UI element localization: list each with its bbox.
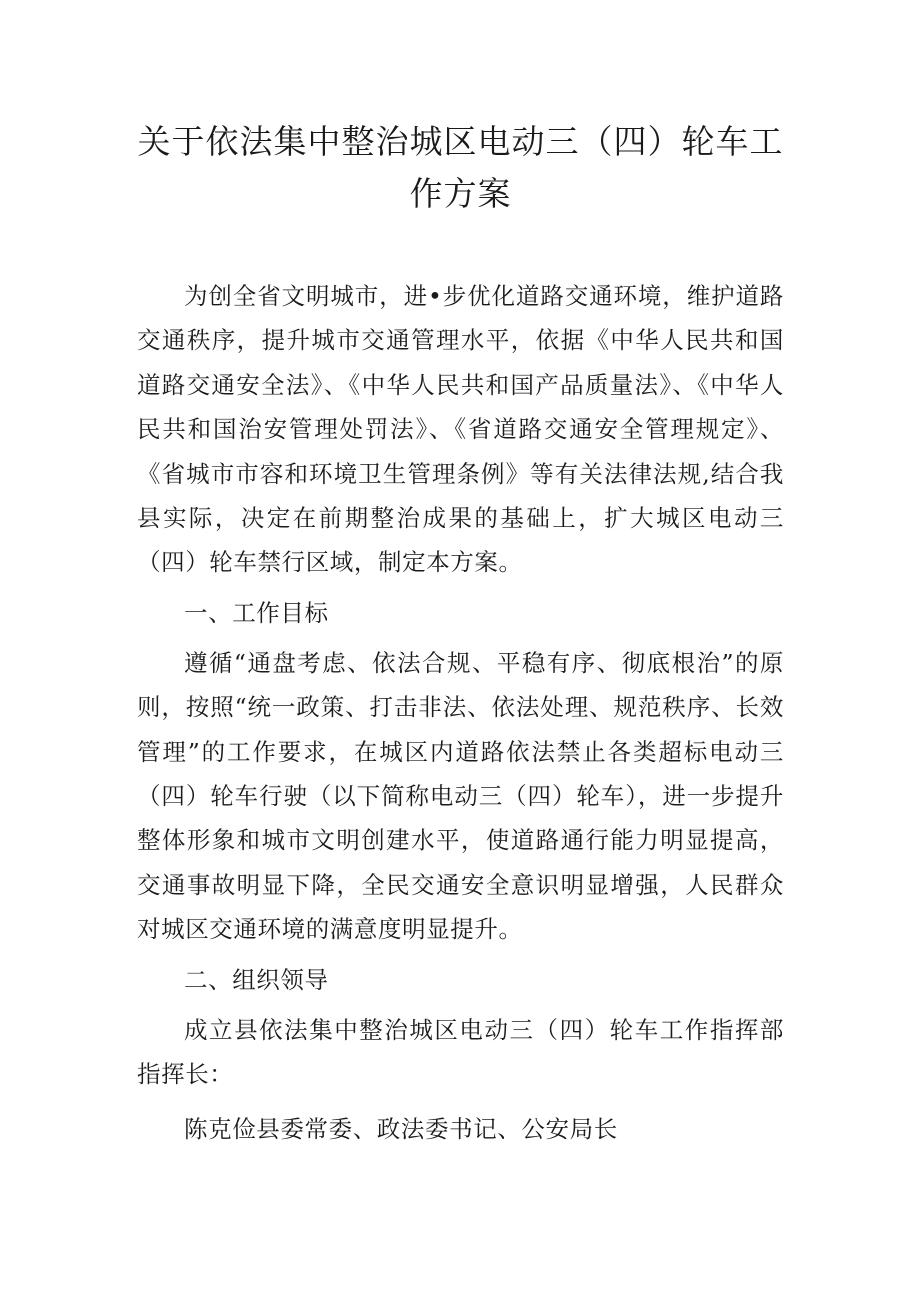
section1-paragraph: 遵循“通盘考虑、依法合规、平稳有序、彻底根治”的原则，按照“统一政策、打击非法、依法处理、规范秩序、长效管理”的工作要求，在城区内道路依法禁止各类超标电动三（四）轮车行驶（以下简称电动三（四）轮车），进一步提升整体形象和城市文明创建水平，使道路通行能力明显提高，交通事故明显下降，全民交通安全意识明显增强，人民群众对城区交通环境的满意度明显提升。 [137, 648, 784, 944]
document-body [137, 274, 784, 1155]
section1-heading: 一、工作目标 [184, 598, 329, 627]
intro-paragraph: 为创全省文明城市，进•步优化道路交通环境，维护道路交通秩序，提升城市交通管理水平，依据《中华人民共和国道路交通安全法》、《中华人民共和国产品质量法》、《中华人民共和国治安管理处罚法》、《省道路交通安全管理规定》、《省城市市容和环境卫生管理条例》等有关法律法规,结合我县实际，决定在前期整治成果的基础上，扩大城区电动三（四）轮车禁行区域，制定本方案。 [137, 282, 784, 577]
section2-paragraph: 成立县依法集中整治城区电动三（四）轮车工作指挥部指挥长： [137, 1015, 784, 1089]
section2-heading: 二、组织领导 [184, 965, 329, 994]
commander-line: 陈克俭县委常委、政法委书记、公安局长 [184, 1114, 618, 1143]
document-title-line1: 关于依法集中整治城区电动三（四）轮车工 [137, 122, 784, 161]
document-title-line2: 作方案 [409, 174, 512, 213]
